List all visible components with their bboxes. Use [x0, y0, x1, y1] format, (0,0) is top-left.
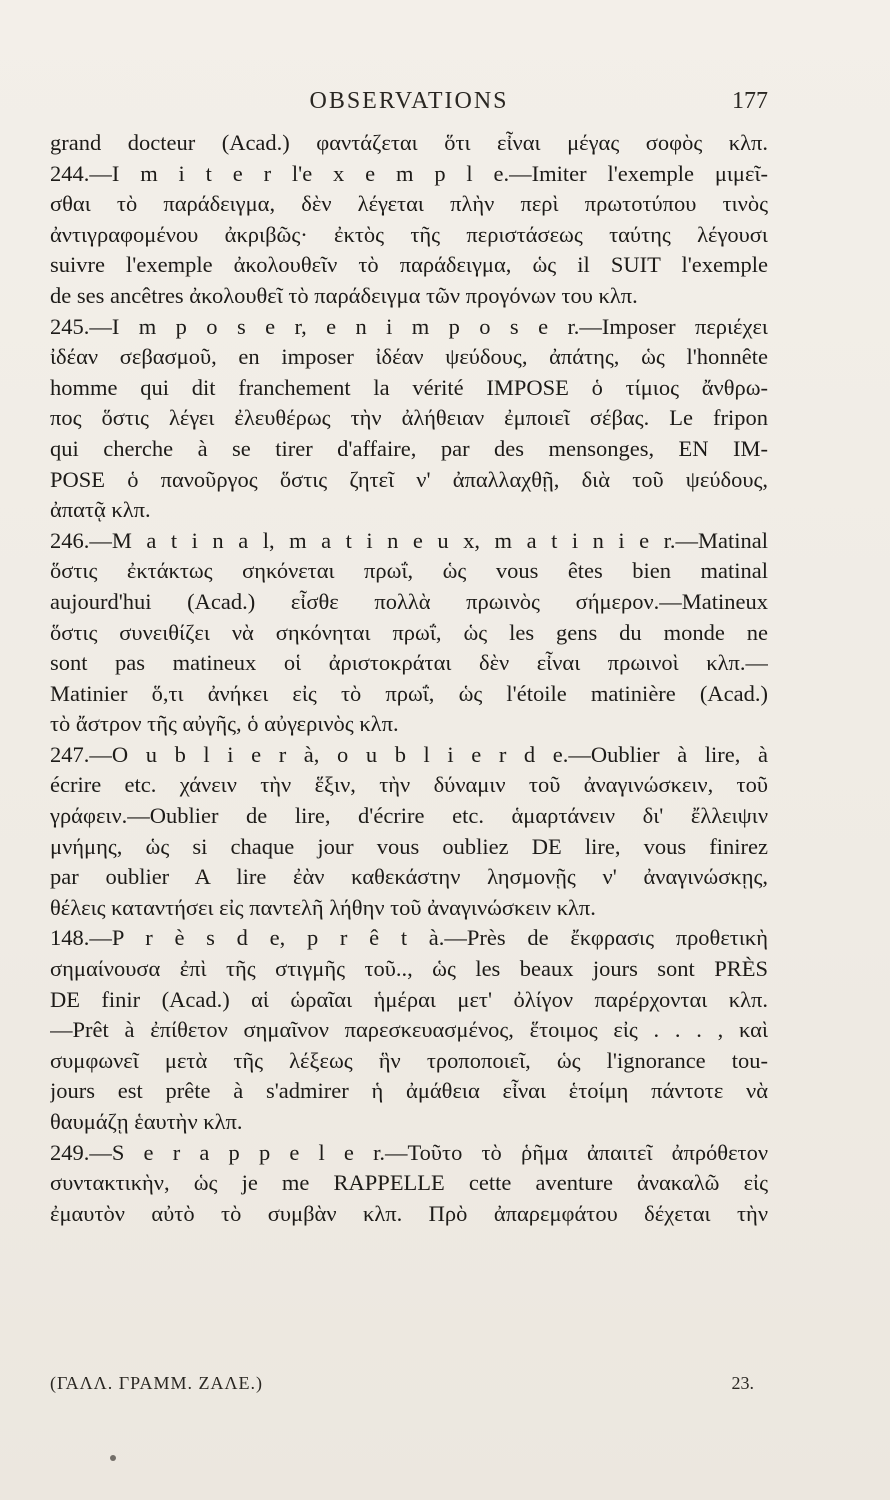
- running-head: OBSERVATIONS: [309, 88, 509, 114]
- text-line: ἀντιγραφομένου ἀκριβῶς· ἐκτὸς τῆς περιστάσεως ταύτης λέγουσι: [50, 221, 768, 247]
- text-line: suivre l'exemple ἀκολουθεῖν τὸ παράδειγμα, ὡς il SUIT l'exemple: [50, 252, 768, 278]
- text-line: ἰδέαν σεβασμοῦ, en imposer ἰδέαν ψεύδους, ἀπάτης, ὡς l'honnête: [50, 344, 768, 370]
- ink-spot: [110, 1455, 116, 1461]
- text-line: γράφειν.—Oublier de lire, d'écrire etc. ἁμαρτάνειν δι' ἔλλειψιν: [50, 803, 768, 829]
- text-line: 244.—I m i t e r l'e x e m p l e.—Imiter l'exemple μιμεῖ-: [50, 160, 768, 186]
- text-line: πος ὅστις λέγει ἐλευθέρως τὴν ἀλήθειαν ἐμποιεῖ σέβας. Le fripon: [50, 405, 768, 431]
- text-line: ἐμαυτὸν αὐτὸ τὸ συμβὰν κλπ. Πρὸ ἀπαρεμφάτου δέχεται τὴν: [50, 1200, 768, 1226]
- text-line: συντακτικὴν, ὡς je me RAPPELLE cette aventure ἀνακαλῶ εἰς: [50, 1170, 768, 1196]
- text-line: ἀπατᾷ κλπ.: [50, 497, 151, 523]
- text-line: σθαι τὸ παράδειγμα, δὲν λέγεται πλὴν περὶ πρωτοτύπου τινὸς: [50, 191, 768, 217]
- text-line: de ses ancêtres ἀκολουθεῖ τὸ παράδειγμα τῶν προγόνων του κλπ.: [50, 282, 638, 308]
- text-line: 249.—S e r a p p e l e r.—Τοῦτο τὸ ῥῆμα ἀπαιτεῖ ἀπρόθετον: [50, 1139, 768, 1165]
- text-line: θέλεις καταντήσει εἰς παντελῆ λήθην τοῦ ἀναγινώσκειν κλπ.: [50, 894, 596, 920]
- body-text: [50, 128, 768, 1229]
- text-line: Matinier ὅ,τι ἀνήκει εἰς τὸ πρωΐ, ὡς l'étoile matinière (Acad.): [50, 680, 768, 706]
- text-line: POSE ὁ πανοῦργος ὅστις ζητεῖ ν' ἀπαλλαχθῇ, διὰ τοῦ ψεύδους,: [50, 466, 768, 492]
- text-line: 245.—I m p o s e r, e n i m p o s e r.—Imposer περιέχει: [50, 313, 768, 339]
- text-line: σημαίνουσα ἐπὶ τῆς στιγμῆς τοῦ.., ὡς les beaux jours sont PRÈS: [50, 956, 768, 982]
- text-line: τὸ ἄστρον τῆς αὐγῆς, ὁ αὐγερινὸς κλπ.: [50, 711, 399, 737]
- text-line: θαυμάζῃ ἑαυτὴν κλπ.: [50, 1109, 243, 1134]
- page-number: 177: [732, 88, 768, 114]
- text-line: 246.—M a t i n a l, m a t i n e u x, m a t i n i e r.—Matinal: [50, 527, 768, 553]
- text-line: 247.—O u b l i e r à, o u b l i e r d e.—Oublier à lire, à: [50, 741, 768, 767]
- text-line: συμφωνεῖ μετὰ τῆς λέξεως ἣν τροποποιεῖ, ὡς l'ignorance tou-: [50, 1047, 768, 1073]
- text-line: aujourd'hui (Acad.) εἶσθε πολλὰ πρωινὸς σήμερον.—Matineux: [50, 588, 768, 614]
- text-line: écrire etc. χάνειν τὴν ἕξιν, τὴν δύναμιν τοῦ ἀναγινώσκειν, τοῦ: [50, 772, 768, 798]
- text-line: homme qui dit franchement la vérité IMPOSE ὁ τίμιος ἄνθρω-: [50, 374, 768, 400]
- sheet-number: 23.: [731, 1373, 754, 1393]
- text-line: qui cherche à se tirer d'affaire, par des mensonges, EN IM-: [50, 435, 768, 461]
- text-line: ὅστις συνειθίζει νὰ σηκόνηται πρωΐ, ὡς les gens du monde ne: [50, 619, 768, 645]
- text-line: sont pas matineux οἱ ἀριστοκράται δὲν εἶναι πρωινοὶ κλπ.—: [50, 650, 768, 676]
- text-line: grand docteur (Acad.) φαντάζεται ὅτι εἶναι μέγας σοφὸς κλπ.: [50, 130, 768, 155]
- text-line: μνήμης, ὡς si chaque jour vous oubliez DE lire, vous finirez: [50, 833, 768, 859]
- text-line: ὅστις ἐκτάκτως σηκόνεται πρωΐ, ὡς vous êtes bien matinal: [50, 558, 768, 584]
- text-line: jours est prête à s'admirer ἡ ἀμάθεια εἶναι ἑτοίμη πάντοτε νὰ: [50, 1078, 768, 1104]
- text-line: DE finir (Acad.) αἱ ὡραῖαι ἡμέραι μετ' ὀλίγον παρέρχονται κλπ.: [50, 986, 768, 1012]
- text-line: —Prêt à ἐπίθετον σημαῖνον παρεσκευασμένος, ἕτοιμος εἰς . . . , καὶ: [50, 1017, 768, 1043]
- page-header: [50, 88, 768, 128]
- page-footer: [50, 1373, 768, 1403]
- text-line: par oublier A lire ἐὰν καθεκάστην λησμονῇς ν' ἀναγινώσκῃς,: [50, 864, 768, 890]
- printer-signature: (ΓΑΛΛ. ΓΡΑΜΜ. ΖΑΛΕ.): [50, 1373, 264, 1393]
- text-line: 148.—P r è s d e, p r ê t à.—Près de ἔκφρασις προθετικὴ: [50, 925, 768, 951]
